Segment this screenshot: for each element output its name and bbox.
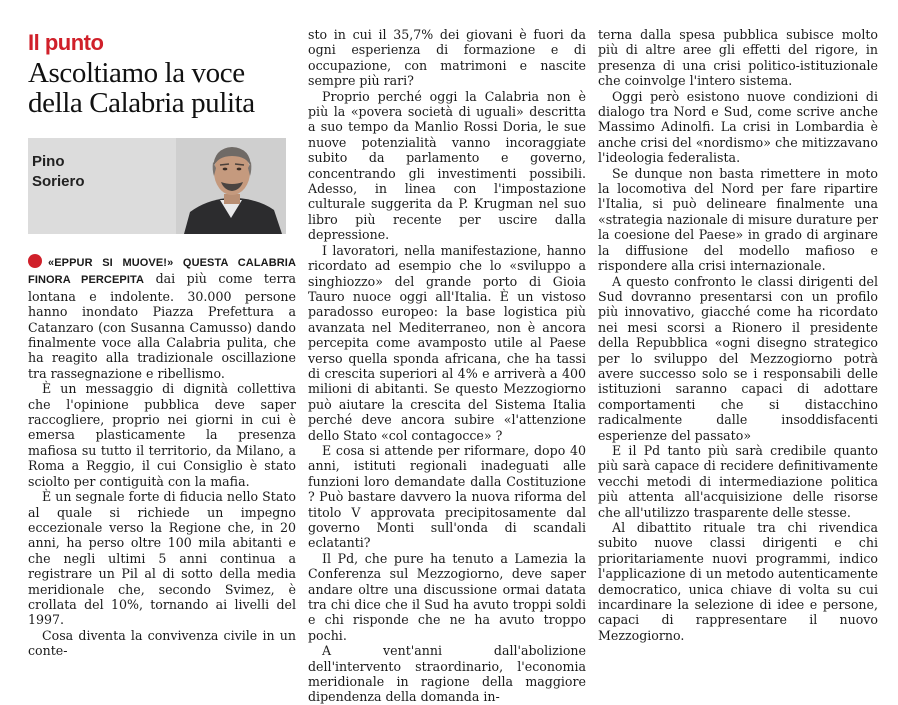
lead-caps: «EPPUR SI MUOVE!» QUESTA CALABRIA FINORA PERCEPITA: [28, 257, 296, 287]
paragraph: I lavoratori, nella manifestazione, hanno ricordato ad esempio che lo «sviluppo a singhiozzo» del grande porto di Gioia Tauro nuoce oggi all'Italia. È un vistoso paradosso europeo: la base logistica più avanzata nel Mediterraneo, non è ancora percepita come avamposto utile al Paese verso quella sponda africana, che ha tassi di crescita superiori al 4% e arriverà a 400 milioni di abitanti. Se questo Mezzogiorno può aiutare la crescita del Sistema Italia perché deve ancora subire «l'attenzione dello Stato «col contagocce» ?: [308, 242, 586, 443]
lead-paragraph: [28, 254, 296, 381]
paragraph: Se dunque non basta rimettere in moto la locomotiva del Nord per fare ripartire l'Italia, si può delineare finalmente una «strategia nazionale di misure durature per la coesione del Paese» in grado di arginare la diffusione del modello mafioso e rispondere alla crisi internazionale.: [598, 165, 878, 274]
column-1-text: [28, 254, 296, 659]
author-last-name: Soriero: [32, 173, 85, 190]
paragraph: sto in cui il 35,7% dei giovani è fuori da ogni esperienza di formazione e di occupazione, con matrimoni e nascite sempre più rari?: [308, 27, 586, 89]
paragraph: Proprio perché oggi la Calabria non è più la «povera società di uguali» descritta a suo tempo da Manlio Rossi Doria, le sue nuove potenzialità vanno incoraggiate subito da parlamento e governo, concentrando gli investimenti possibili. Adesso, in linea con l'impostazione culturale suggerita da P. Krugman nel suo libro più recente per uscire dalla depressione.: [308, 88, 586, 243]
headline: Ascoltiamo la voce della Calabria pulita: [28, 57, 255, 119]
paragraph: terna dalla spesa pubblica subisce molto più di altre aree gli effetti del rigore, in presenza di una crisi politico-istituzionale che coinvolge l'intero sistema.: [598, 27, 878, 89]
paragraph: Oggi però esistono nuove condizioni di dialogo tra Nord e Sud, come scrive anche Massimo Adinolfi. La crisi in Lombardia è anche crisi del «nordismo» che mitizzavano l'ideologia federalista.: [598, 88, 878, 166]
column-2: [308, 27, 586, 705]
bullet-dot-icon: [28, 254, 42, 268]
paragraph: A questo confronto le classi dirigenti del Sud dovranno presentarsi con un profilo più innovativo, giacché come ha ricordato nei mesi scorsi a Rionero il presidente della Repubblica «ogni disegno strategico per lo sviluppo del Mezzogiorno potrà avere successo solo se i responsabili delle istituzioni saranno capaci di adottare comportamenti che si distacchino radicalmente dalle insoddisfacenti esperienze del passato»: [598, 273, 878, 443]
lead-body: dai più come terra lontana e indolente. 30.000 persone hanno inondato Piazza Prefettura a Catanzaro (con Susanna Camusso) dando finalmente voce alla Calabria pulita, che ha reagito alla tradizionale oscillazione tra rassegnazione e ribellismo.: [28, 271, 296, 381]
paragraph: Cosa diventa la convivenza civile in un conte-: [28, 627, 296, 659]
paragraph: A vent'anni dall'abolizione dell'intervento straordinario, l'economia meridionale in ragione della maggiore dipendenza della domanda in-: [308, 643, 586, 705]
paragraph: È un segnale forte di fiducia nello Stato al quale si richiede un impegno eccezionale verso la Regione che, in 20 anni, ha perso oltre 100 mila abitanti e che negli ultimi 5 anni continua a registrare un Pil al di sotto della media meridionale che, secondo Svimez, è crollata del 10%, tornando ai livelli del 1997.: [28, 489, 296, 628]
author-name: [32, 152, 85, 192]
paragraph: Al dibattito rituale tra chi rivendica subito nuove classi dirigenti e chi prioritariamente nuovi programmi, indico l'applicazione di un metodo autenticamente democratico, unica chiave di volta su cui incardinare la selezione di idee e persone, capaci di rappresentare il nuovo Mezzogiorno.: [598, 520, 878, 643]
author-box: [28, 138, 286, 234]
section-kicker: Il punto: [28, 30, 104, 55]
paragraph: Il Pd, che pure ha tenuto a Lamezia la Conferenza sul Mezzogiorno, deve saper andare oltre una discussione ormai datata tra chi dice che il Sud ha avuto troppi soldi e chi risponde che ne ha avuto troppo pochi.: [308, 550, 586, 643]
column-3: [598, 27, 878, 643]
author-first-name: Pino: [32, 153, 65, 170]
author-photo: [176, 138, 286, 234]
paragraph: È un messaggio di dignità collettiva che l'opinione pubblica deve saper raccogliere, proprio nei giorni in cui è emersa plasticamente la presenza mafiosa su tutto il territorio, da Milano, a Roma a Reggio, il cui Consiglio è stato sciolto per contiguità con la mafia.: [28, 381, 296, 489]
paragraph: E il Pd tanto più sarà credibile quanto più sarà capace di recidere definitivamente vecchi metodi di intermediazione politica più attenta all'acquisizione delle risorse che all'utilizzo trasparente delle stesse.: [598, 442, 878, 520]
paragraph: E cosa si attende per riformare, dopo 40 anni, istituti regionali inadeguati alle funzioni loro demandate dalla Costituzione ? Può bastare davvero la nuova riforma del titolo V approvata precipitosamente dal governo Monti sull'onda di scandali eclatanti?: [308, 442, 586, 551]
